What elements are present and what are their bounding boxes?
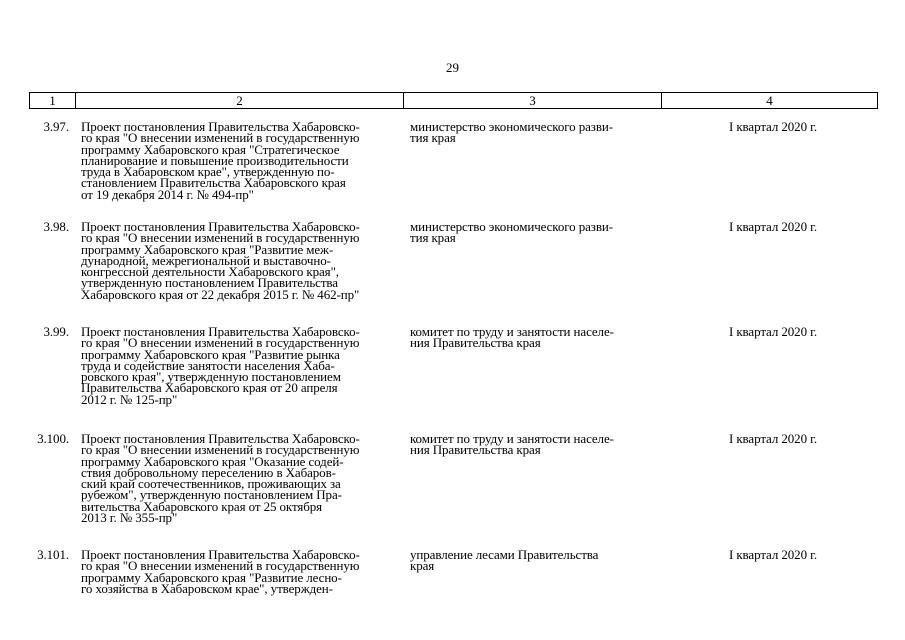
row-number: 3.98. (43, 219, 69, 234)
row-deadline: I квартал 2020 г. (728, 547, 818, 562)
row-number: 3.99. (43, 324, 69, 339)
row-description: Проект постановления Правительства Хабаровско- го края "О внесении изменений в государственную программу Хабаровского края "Стратегическое планирование и повышение производительности труда в Хабаровском крае", утвержденную по- становлением Правительства Хабаровского края от 19 декабря 2014 г. № 494-пр" (81, 119, 360, 202)
row-deadline: I квартал 2020 г. (728, 431, 818, 446)
row-number: 3.97. (43, 119, 69, 134)
row-number: 3.100. (37, 431, 69, 446)
column-header-3: 3 (404, 93, 662, 109)
row-executor: министерство экономического разви- тия края (410, 219, 613, 246)
row-number: 3.101. (37, 547, 69, 562)
row-executor: комитет по труду и занятости населе- ния Правительства края (410, 324, 614, 351)
column-header-2: 2 (76, 93, 404, 109)
row-executor: министерство экономического разви- тия края (410, 119, 613, 146)
column-header-1: 1 (30, 93, 76, 109)
column-header-4: 4 (662, 93, 878, 109)
page-number: 29 (446, 60, 459, 75)
row-description: Проект постановления Правительства Хабаровско- го края "О внесении изменений в государственную программу Хабаровского края "Развитие лесно- го хозяйства в Хабаровском крае", утвержден- (81, 547, 360, 596)
table-header (29, 92, 878, 109)
row-description: Проект постановления Правительства Хабаровско- го края "О внесении изменений в государственную программу Хабаровского края "Развитие рынка труда и содействие занятости населения Хаба- ровского края", утвержденную постановлением Правительства Хабаровского края от 20 апреля 2012 г. № 125-пр" (81, 324, 360, 407)
row-executor: комитет по труду и занятости населе- ния Правительства края (410, 431, 614, 458)
row-description: Проект постановления Правительства Хабаровско- го края "О внесении изменений в государственную программу Хабаровского края "Оказание содей- ствия добровольному переселению в Хабаров- ский край соотечественников, проживающих за рубежом", утвержденную постановлением Пра- вительства Хабаровского края от 25 октября 2013 г. № 355-пр" (81, 431, 360, 526)
row-deadline: I квартал 2020 г. (728, 219, 818, 234)
row-deadline: I квартал 2020 г. (728, 324, 818, 339)
row-executor: управление лесами Правительства края (410, 547, 599, 574)
row-description: Проект постановления Правительства Хабаровско- го края "О внесении изменений в государственную программу Хабаровского края "Развитие меж- дународной, межрегиональной и выставочно- конгрессной деятельности Хабаровского края", утвержденную постановлением Правительства Хабаровского края от 22 декабря 2015 г. № 462-пр" (81, 219, 360, 302)
row-deadline: I квартал 2020 г. (728, 119, 818, 134)
